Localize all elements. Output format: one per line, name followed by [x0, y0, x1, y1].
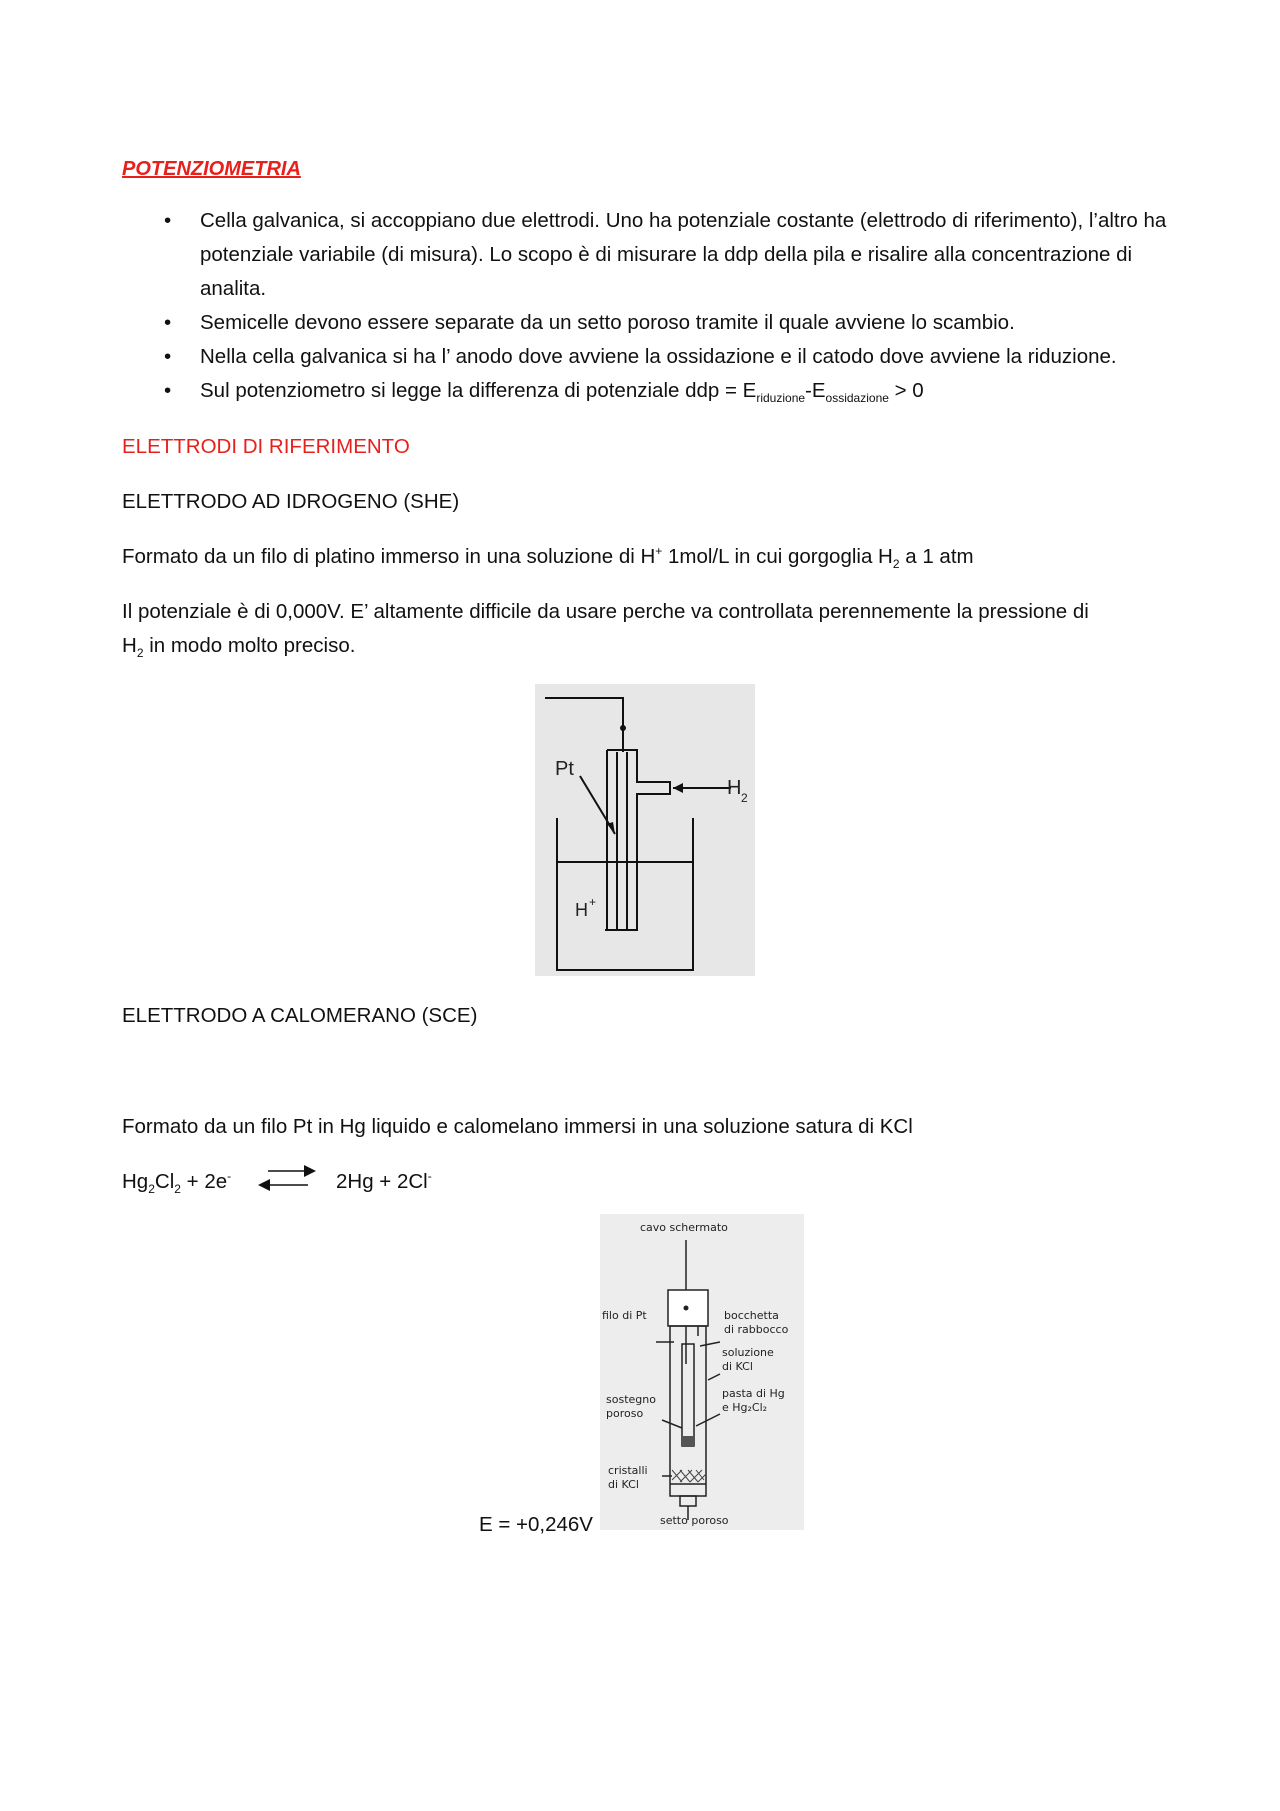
hplus-label: H: [575, 900, 588, 920]
bullet-text-3: Nella cella galvanica si ha l’ anodo dove avviene la ossidazione e il catodo dove avviene la riduzione.: [200, 345, 1117, 368]
bullet-dot: •: [164, 379, 172, 402]
equilibrium-arrows-icon: [256, 1162, 320, 1192]
label-soluzione-2: di KCl: [722, 1360, 753, 1373]
label-cristalli-2: di KCl: [608, 1478, 639, 1491]
label-soluzione-1: soluzione: [722, 1346, 774, 1359]
sce-heading: ELETTRODO A CALOMERANO (SCE): [122, 1004, 478, 1027]
figure-background: [535, 684, 755, 976]
label-cristalli-1: cristalli: [608, 1464, 648, 1477]
bullet-dot: •: [164, 209, 172, 232]
list-item: [122, 204, 1182, 306]
arrow-head: [304, 1165, 316, 1177]
pt-label: Pt: [555, 758, 574, 780]
she-description: Formato da un filo di platino immerso in una soluzione di H+ 1mol/L in cui gorgoglia $H_2$ a 1 atm: [122, 544, 974, 572]
list-item: [122, 374, 1182, 408]
arrow-head: [258, 1179, 270, 1191]
sce-electrode-figure: [600, 1214, 804, 1530]
hplus-label-sup: +: [589, 895, 597, 909]
label-pasta-2: e Hg₂Cl₂: [722, 1401, 768, 1414]
label-bocchetta-2: di rabbocco: [724, 1323, 789, 1336]
list-item: [122, 340, 1182, 374]
sce-reaction-right: 2Hg + 2Cl-: [336, 1169, 432, 1193]
h2-label-sub: 2: [741, 791, 748, 805]
label-setto: setto poroso: [660, 1514, 729, 1527]
bullet-text-1: Cella galvanica, si accoppiano due elettrodi. Uno ha potenziale costante (elettrodo di riferimento), l’altro ha potenziale variabile (di misura). Lo scopo è di misurare la ddp della pila e risalire alla concentrazione di analita.: [200, 209, 1167, 300]
bullet-text-4: Sul potenziometro si legge la differenza di potenziale ddp = $E_{riduzione}-E_{ossidazione} > 0$: [200, 379, 924, 406]
bullet-text-2: Semicelle devono essere separate da un setto poroso tramite il quale avviene lo scambio.: [200, 311, 1015, 334]
label-bocchetta-1: bocchetta: [724, 1309, 779, 1322]
page-title: POTENZIOMETRIA: [122, 158, 301, 180]
junction-dot: [684, 1306, 689, 1311]
bullet-list: [122, 204, 1182, 408]
she-potential-text: Il potenziale è di 0,000V. E’ altamente difficile da usare perche va controllata perennemente la pressione di: [122, 600, 1089, 623]
she-electrode-figure: [535, 684, 755, 976]
she-heading: ELETTRODO AD IDROGENO (SHE): [122, 490, 460, 513]
list-item: [122, 306, 1182, 340]
section-heading-reference: ELETTRODI DI RIFERIMENTO: [122, 435, 410, 458]
bullet-dot: •: [164, 311, 172, 334]
label-sostegno-2: poroso: [606, 1407, 644, 1420]
label-pasta-1: pasta di Hg: [722, 1387, 785, 1400]
she-potential-text-cont: $H_2$ in modo molto preciso.: [122, 634, 356, 661]
label-cavo: cavo schermato: [640, 1221, 728, 1234]
sce-reaction-left: $Hg_2Cl_2 + 2e^-$: [122, 1169, 232, 1197]
bullet-dot: •: [164, 345, 172, 368]
h2-label: H: [727, 777, 742, 799]
label-sostegno-1: sostegno: [606, 1393, 656, 1406]
sce-potential: E = +0,246V: [479, 1513, 593, 1536]
label-filo: filo di Pt: [602, 1309, 647, 1322]
sce-description: Formato da un filo Pt in Hg liquido e calomelano immersi in una soluzione satura di KCl: [122, 1115, 913, 1138]
hg-paste: [682, 1436, 694, 1446]
